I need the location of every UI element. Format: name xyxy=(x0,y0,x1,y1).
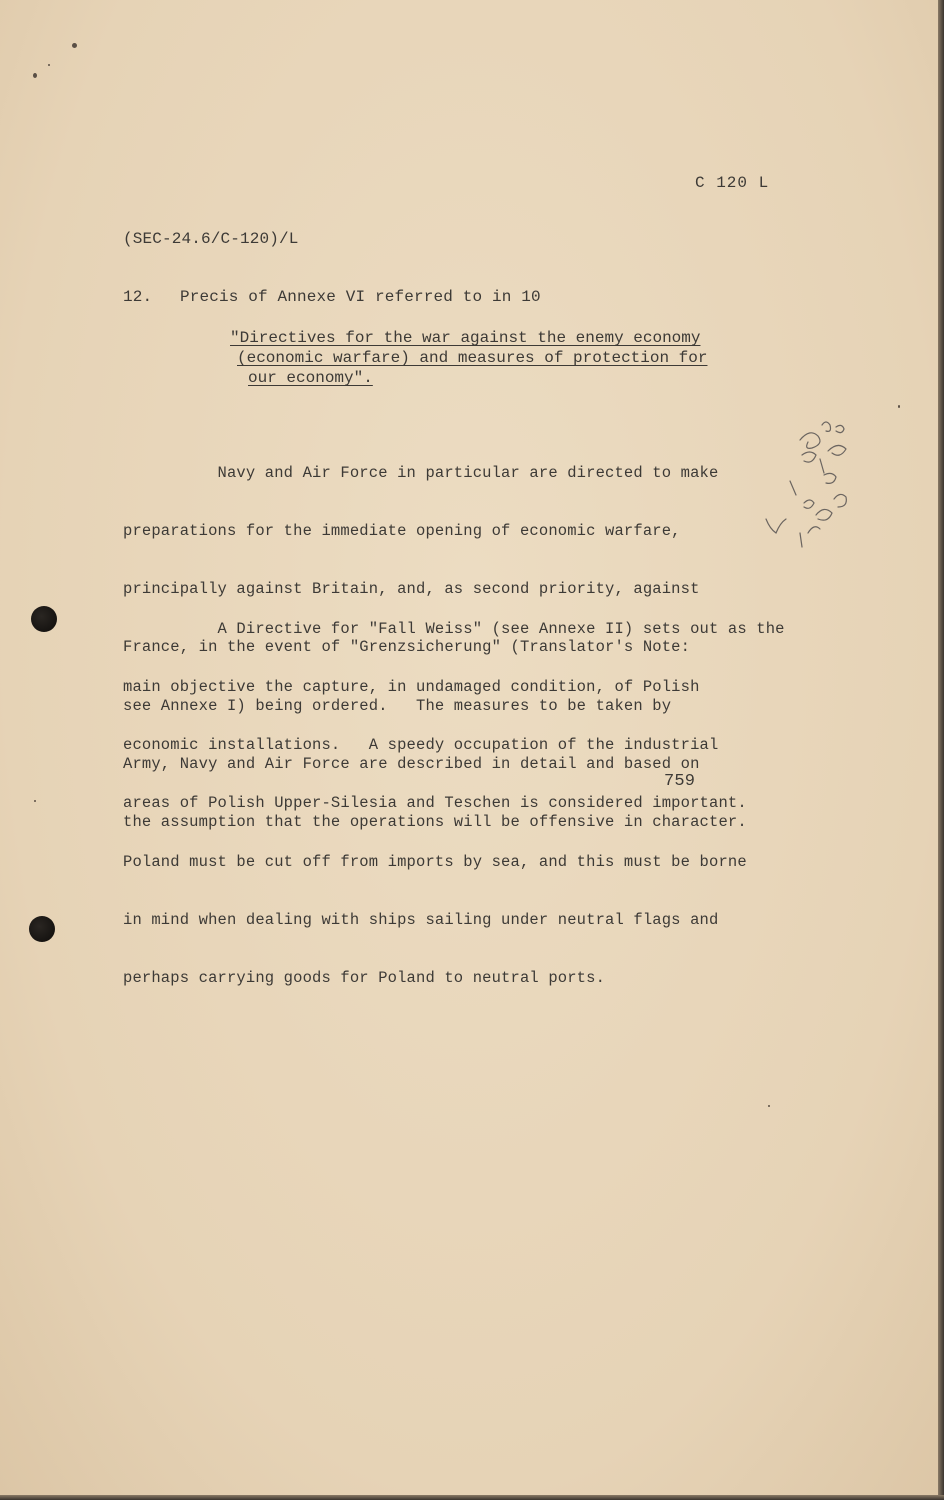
paper-speck xyxy=(898,405,900,408)
quote-line: our economy". xyxy=(248,369,373,387)
handwritten-margin-annotation xyxy=(760,415,890,555)
text-line: the assumption that the operations will be offensive in character. xyxy=(123,813,747,832)
text-line: A Directive for "Fall Weiss" (see Annexe II) sets out as the xyxy=(123,619,785,638)
text-line: preparations for the immediate opening of economic warfare, xyxy=(123,522,681,541)
text-line: principally against Britain, and, as second priority, against xyxy=(123,580,700,599)
paper-speck xyxy=(72,43,77,48)
text-line: France, in the event of "Grenzsicherung" (Translator's Note: xyxy=(123,638,691,657)
page-number: 759 xyxy=(664,772,696,791)
text-line: perhaps carrying goods for Poland to neutral ports. xyxy=(123,969,606,988)
paper-speck xyxy=(33,73,37,78)
paper-speck xyxy=(768,1105,770,1107)
text-line: Navy and Air Force in particular are directed to make xyxy=(123,463,719,482)
document-id: C 120 L xyxy=(695,174,770,192)
text-line: Army, Navy and Air Force are described in detail and based on xyxy=(123,754,700,773)
paragraph-fall-weiss xyxy=(123,581,785,1027)
scan-edge-shadow xyxy=(0,1495,944,1500)
scan-edge-shadow xyxy=(938,0,944,1500)
quote-line: (economic warfare) and measures of protection for xyxy=(237,349,708,367)
text-line: main objective the capture, in undamaged condition, of Polish xyxy=(123,678,700,697)
text-line: in mind when dealing with ships sailing under neutral flags and xyxy=(123,910,719,929)
punch-hole xyxy=(29,916,55,942)
section-heading: Precis of Annexe VI referred to in 10 xyxy=(180,288,541,306)
text-line: economic installations. A speedy occupation of the industrial xyxy=(123,736,719,755)
punch-hole xyxy=(31,606,57,632)
reference-code: (SEC-24.6/C-120)/L xyxy=(123,230,299,248)
section-number: 12. xyxy=(123,288,153,306)
directive-title-quote xyxy=(230,328,707,388)
quote-line: "Directives for the war against the enemy economy xyxy=(230,329,701,347)
text-line: see Annexe I) being ordered. The measures to be taken by xyxy=(123,696,672,715)
paper-speck xyxy=(48,64,50,66)
text-line: areas of Polish Upper-Silesia and Teschen is considered important. xyxy=(123,794,747,813)
paper-speck xyxy=(34,800,36,802)
text-line: Poland must be cut off from imports by sea, and this must be borne xyxy=(123,852,747,871)
